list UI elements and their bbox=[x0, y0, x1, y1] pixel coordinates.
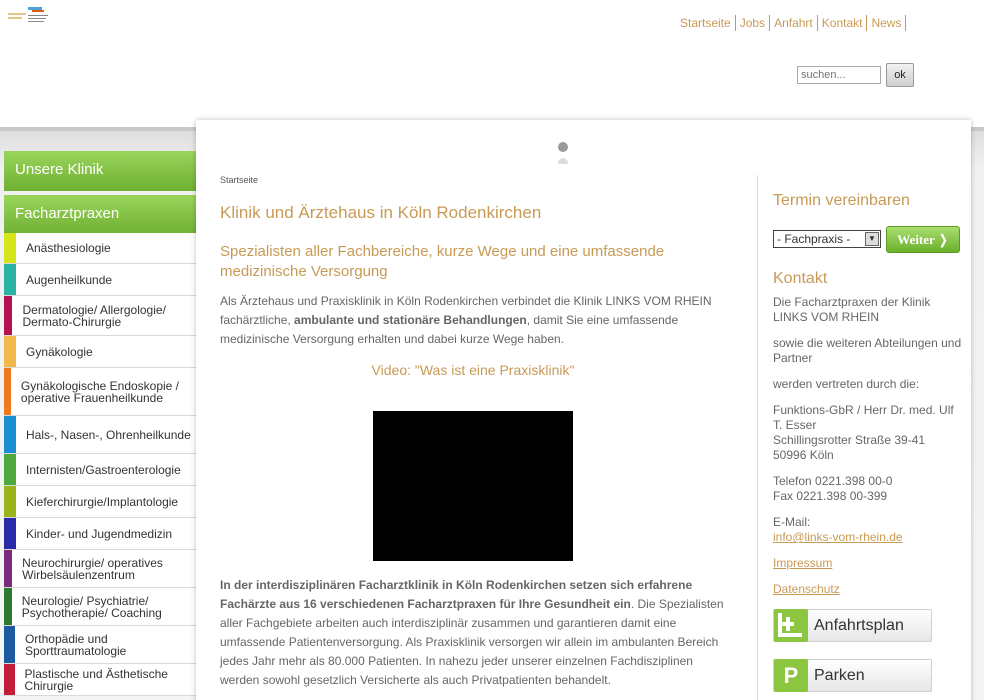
kontakt-line-3: werden vertreten durch die: bbox=[773, 377, 920, 391]
search-input[interactable] bbox=[797, 66, 881, 84]
datenschutz-link[interactable]: Datenschutz bbox=[773, 582, 840, 596]
breadcrumb[interactable]: Startseite bbox=[220, 175, 259, 185]
menu-facharztpraxen[interactable]: Facharztpraxen bbox=[4, 195, 196, 235]
category-color-bar bbox=[4, 486, 16, 517]
category-color-bar bbox=[4, 454, 16, 485]
sidebar-item[interactable] bbox=[4, 588, 196, 626]
sidebar-item[interactable] bbox=[4, 296, 196, 336]
category-color-bar bbox=[4, 416, 16, 453]
nav-anfahrt[interactable]: Anfahrt bbox=[770, 15, 818, 31]
nav-jobs[interactable]: Jobs bbox=[736, 15, 770, 31]
sidebar-item-label: Neurologie/ Psychiatrie/ Psychotherapie/ Coaching bbox=[21, 593, 162, 620]
sidebar-item[interactable] bbox=[4, 368, 196, 416]
menu-unsere-klinik[interactable]: Unsere Klinik bbox=[4, 151, 196, 191]
category-color-bar bbox=[4, 296, 12, 335]
sidebar-item-label: Anästhesiologie bbox=[26, 241, 111, 255]
route-icon bbox=[774, 609, 808, 642]
impressum-link[interactable]: Impressum bbox=[773, 556, 833, 570]
intro-text-bold: ambulante und stationäre Behandlungen bbox=[294, 313, 527, 327]
intro-paragraph bbox=[220, 292, 730, 349]
sidebar-item-label: Hals-, Nasen-, Ohrenheilkunde bbox=[26, 427, 191, 442]
page-subtitle: Spezialisten aller Fachbereiche, kurze Wege und eine umfassende medizinische Versorgung bbox=[220, 243, 665, 280]
page-title: Klinik und Ärztehaus in Köln Rodenkirchen bbox=[220, 203, 542, 222]
sidebar-item[interactable] bbox=[4, 518, 196, 550]
column-divider bbox=[757, 175, 758, 700]
kontakt-email-link[interactable]: info@links-vom-rhein.de bbox=[773, 530, 903, 544]
top-navigation bbox=[676, 15, 906, 31]
sidebar-item[interactable] bbox=[4, 336, 196, 368]
weiter-button[interactable]: Weiter ❭ bbox=[886, 226, 960, 253]
facharzt-submenu bbox=[4, 233, 196, 696]
intro-text-a: Als Ärztehaus und Praxisklinik in Köln Rodenkirchen verbindet die Klinik LINKS VOM RHEIN fachärztliche, bbox=[220, 294, 712, 327]
sidebar-item-label: Neurochirurgie/ operatives Wirbelsäulenzentrum bbox=[22, 555, 163, 582]
category-color-bar bbox=[4, 336, 16, 367]
parken-label: Parken bbox=[814, 666, 865, 684]
kontakt-fax: Fax 0221.398 00-399 bbox=[773, 489, 888, 503]
sidebar-item[interactable] bbox=[4, 486, 196, 518]
anfahrtsplan-label: Anfahrtsplan bbox=[814, 616, 904, 634]
sidebar-item-label: Gynäkologische Endoskopie / operative Frauenheilkunde bbox=[20, 378, 180, 405]
sidebar-item[interactable] bbox=[4, 264, 196, 296]
sidebar-item[interactable] bbox=[4, 626, 196, 664]
sidebar-item[interactable] bbox=[4, 454, 196, 486]
slider-dot[interactable] bbox=[558, 158, 568, 164]
sidebar-item[interactable] bbox=[4, 550, 196, 588]
kontakt-line-6: 50996 Köln bbox=[773, 448, 834, 462]
sidebar-item-label: Internisten/Gastroenterologie bbox=[26, 462, 181, 477]
category-color-bar bbox=[4, 550, 12, 587]
kontakt-email-label: E-Mail: bbox=[773, 515, 811, 529]
category-color-bar bbox=[4, 264, 16, 295]
kontakt-line-1: Die Facharztpraxen der Klinik LINKS VOM RHEIN bbox=[773, 295, 931, 324]
parking-icon: P bbox=[774, 659, 808, 692]
category-color-bar bbox=[4, 368, 11, 415]
sidebar-item-label: Augenheilkunde bbox=[26, 272, 113, 287]
anfahrtsplan-button[interactable] bbox=[773, 609, 932, 642]
fachpraxis-select[interactable] bbox=[773, 230, 881, 248]
sidebar-item-label: Kinder- und Jugendmedizin bbox=[26, 526, 173, 541]
sidebar-item-label: Orthopädie und Sporttraumatologie bbox=[24, 631, 127, 658]
intro-text-b: , damit Sie eine umfassende medizinische Versorgung erhalten und dabei kurze Wege haben. bbox=[220, 313, 679, 346]
slider-dot-active[interactable] bbox=[558, 142, 568, 152]
chevron-down-icon[interactable]: ▼ bbox=[865, 232, 879, 246]
kontakt-title: Kontakt bbox=[773, 270, 828, 287]
category-color-bar bbox=[4, 233, 16, 263]
sidebar-item[interactable] bbox=[4, 664, 196, 696]
sidebar-item-label: Kieferchirurgie/Implantologie bbox=[26, 494, 179, 509]
category-color-bar bbox=[4, 518, 16, 549]
nav-kontakt[interactable]: Kontakt bbox=[818, 15, 868, 31]
select-value: - Fachpraxis - bbox=[777, 232, 851, 246]
detail-paragraph bbox=[220, 576, 730, 690]
nav-startseite[interactable]: Startseite bbox=[676, 15, 736, 31]
sidebar-item[interactable] bbox=[4, 416, 196, 454]
kontakt-line-4: Funktions-GbR / Herr Dr. med. Ulf T. Esser bbox=[773, 403, 954, 432]
kontakt-phone: Telefon 0221.398 00-0 bbox=[773, 474, 893, 488]
sidebar-item-label: Dermatologie/ Allergologie/ Dermato-Chirurgie bbox=[22, 302, 166, 329]
kontakt-line-2: sowie die weiteren Abteilungen und Partner bbox=[773, 336, 962, 365]
nav-news[interactable]: News bbox=[867, 15, 906, 31]
category-color-bar bbox=[4, 588, 12, 625]
kontakt-line-5: Schillingsrotter Straße 39-41 bbox=[773, 433, 926, 447]
termin-title: Termin vereinbaren bbox=[773, 192, 910, 209]
sidebar-item-label: Gynäkologie bbox=[26, 344, 93, 359]
video-title: Video: "Was ist eine Praxisklinik" bbox=[371, 362, 575, 378]
detail-text-bold: In der interdisziplinären Facharztklinik in Köln Rodenkirchen setzen sich erfahrene Fachärzte aus 16 verschiedenen Facharztpraxen für Ihre Gesundheit ein bbox=[220, 578, 693, 611]
category-color-bar bbox=[4, 626, 15, 663]
detail-text-rest: . Die Spezialisten aller Fachgebiete arbeiten auch interdisziplinär zusammen und garantieren damit eine umfassende Patientenversorgung. Als Praxisklinik versorgen wir allein im ambulanten Bereich jedes Jahr mehr als 80.000 Patienten. In nahezu jeder unserer einzelnen Fachdisziplinen werden sowohl gesetzlich Versicherte als auch Privatpatienten behandelt. bbox=[220, 597, 724, 687]
search-button[interactable]: ok bbox=[886, 63, 914, 87]
site-logo[interactable] bbox=[8, 5, 50, 25]
sidebar-item-label: Plastische und Ästhetische Chirurgie bbox=[24, 666, 168, 693]
weiter-label: Weiter bbox=[897, 232, 935, 247]
sidebar-item[interactable] bbox=[4, 233, 196, 264]
category-color-bar bbox=[4, 664, 15, 695]
parken-button[interactable] bbox=[773, 659, 932, 692]
video-player[interactable] bbox=[373, 411, 573, 561]
